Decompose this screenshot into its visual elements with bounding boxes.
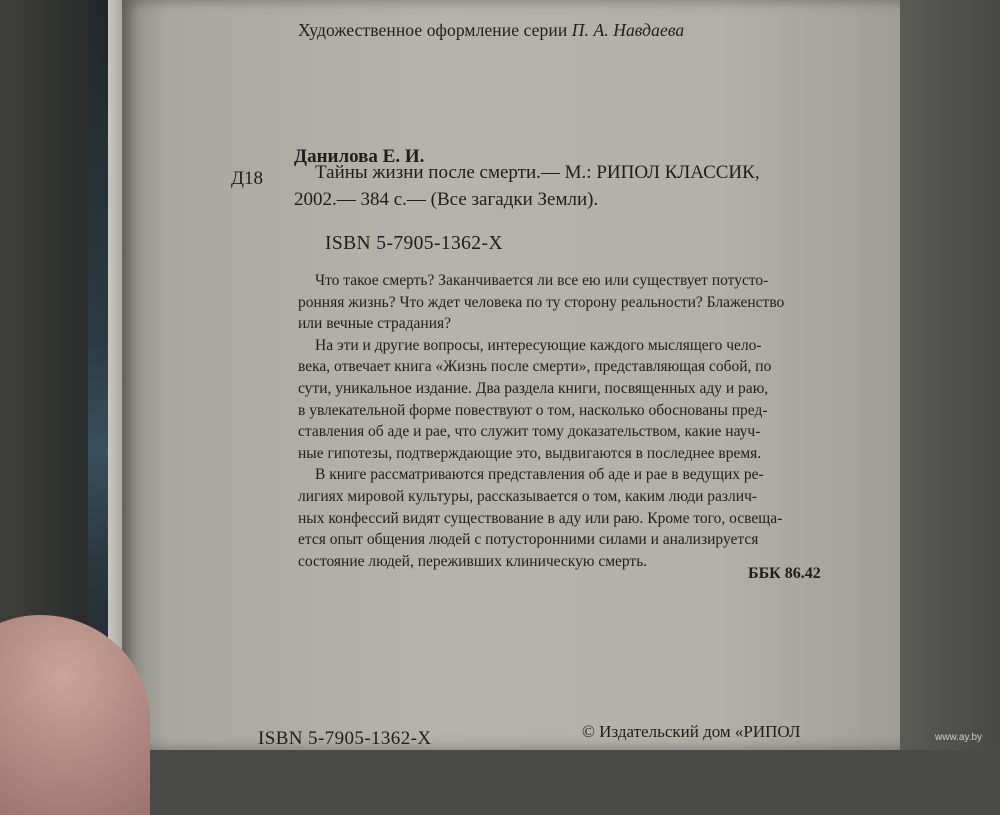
bibliographic-line-2: 2002.— 384 с.— (Все загадки Земли).	[294, 189, 599, 210]
catalog-code: Д18	[231, 168, 263, 189]
abstract-line: ные гипотезы, подтверждающие это, выдвигаются в последнее время.	[298, 444, 762, 462]
abstract-line: в увлекательной форме повествуют о том, насколько обоснованы пред-	[298, 401, 768, 419]
designer-label: Художественное оформление серии	[298, 20, 568, 40]
site-watermark: www.ay.by	[935, 732, 983, 743]
isbn-footer: ISBN 5-7905-1362-X	[258, 728, 432, 749]
abstract-line: Что такое смерть? Заканчивается ли все ею или существует потусто-	[315, 272, 769, 289]
abstract-line: На эти и другие вопросы, интересующие каждого мыслящего чело-	[315, 336, 762, 354]
abstract-line: состояние людей, переживших клиническую смерть.	[298, 552, 648, 570]
series-designer-credit	[298, 20, 684, 41]
abstract-line: ставления об аде и рае, что служит тому доказательством, какие науч-	[298, 423, 761, 441]
abstract-line: сути, уникальное издание. Два раздела книги, посвященных аду и раю,	[298, 379, 769, 397]
isbn-main: ISBN 5-7905-1362-X	[325, 233, 503, 254]
abstract-line: ронняя жизнь? Что ждет человека по ту сторону реальности? Блаженство	[298, 293, 785, 311]
author-name: Данилова Е. И.	[294, 146, 425, 167]
abstract-line: ется опыт общения людей с потусторонними силами и анализируется	[298, 531, 759, 549]
abstract-line: ных конфессий видят существование в аду или раю. Кроме того, освеща-	[298, 509, 783, 527]
abstract-text	[298, 270, 843, 572]
copyright-notice: © Издательский дом «РИПОЛ	[582, 722, 801, 741]
bbk-code: ББК 86.42	[748, 565, 821, 582]
designer-name: П. А. Навдаева	[571, 20, 685, 40]
bibliographic-line-1: Тайны жизни после смерти.— М.: РИПОЛ КЛАССИК,	[315, 162, 760, 183]
abstract-line: лигиях мировой культуры, рассказывается о том, каким люди различ-	[298, 487, 758, 505]
abstract-line: века, отвечает книга «Жизнь после смерти», представляющая собой, по	[298, 358, 772, 376]
abstract-line: В книге рассматриваются представления об аде и рае в ведущих ре-	[315, 466, 764, 484]
background-right	[900, 0, 1000, 750]
abstract-line: или вечные страдания?	[298, 315, 452, 333]
